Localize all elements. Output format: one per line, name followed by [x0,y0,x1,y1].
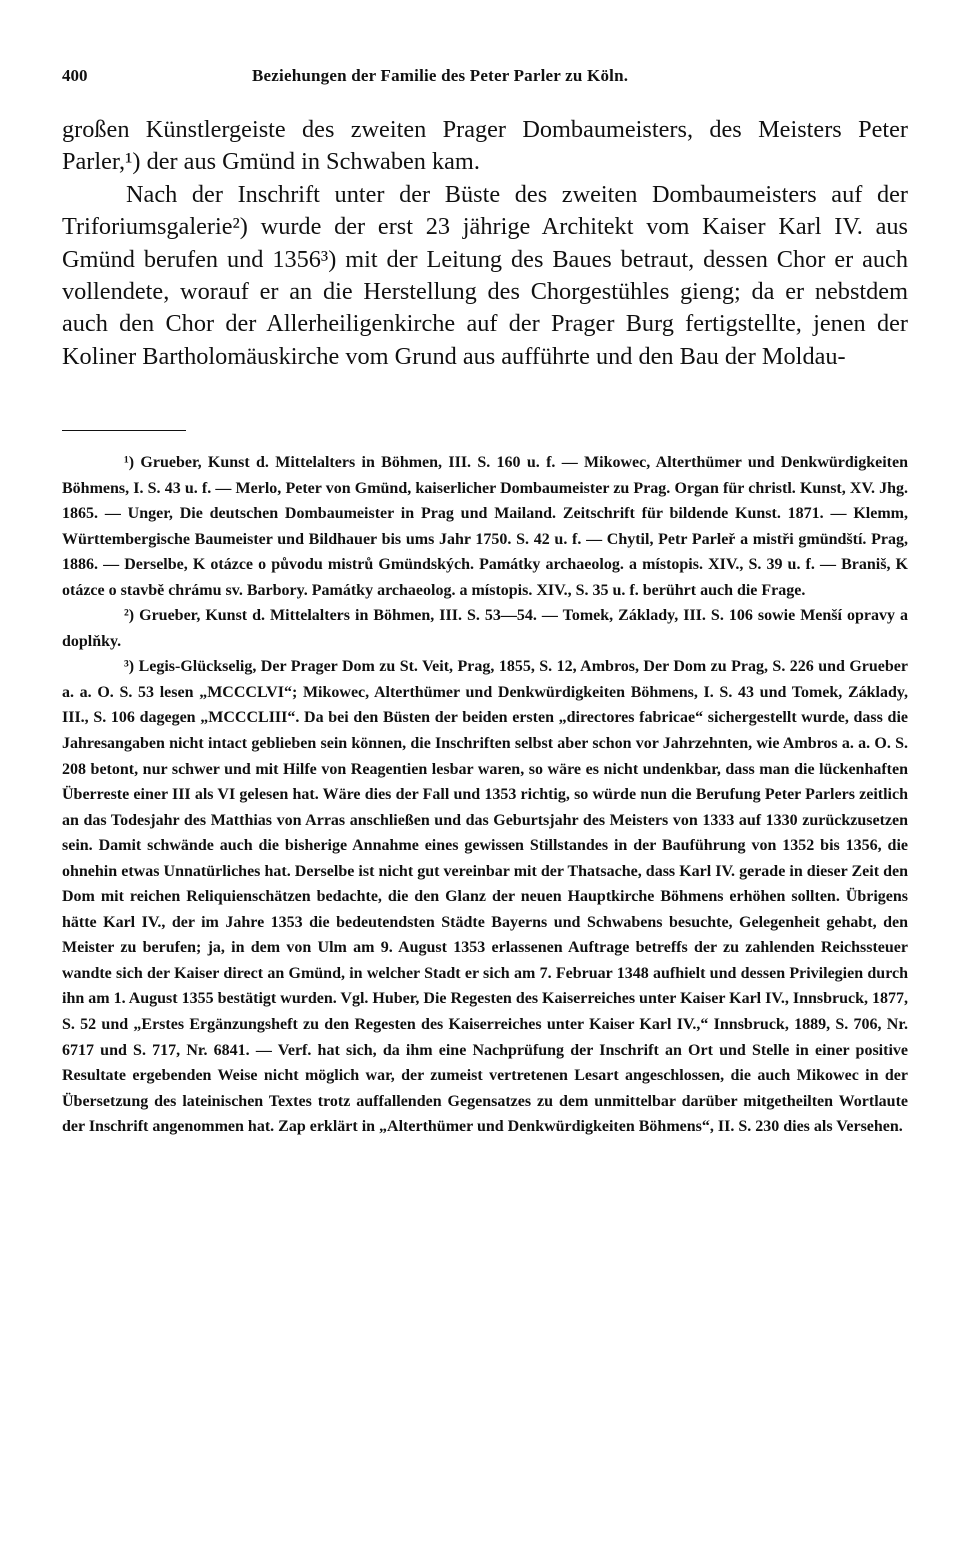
footnotes [62,450,908,1140]
footnote-1: ¹) Grueber, Kunst d. Mittelalters in Böhmen, III. S. 160 u. f. — Mikowec, Alterthümer und Denkwürdigkeiten Böhmens, I. S. 43 u. f. — Merlo, Peter von Gmünd, kaiserlicher Dombaumeister zu Prag. Organ für christl. Kunst, XV. Jhg. 1865. — Unger, Die deutschen Dombaumeister in Prag und Mailand. Zeitschrift für bildende Kunst. 1871. — Klemm, Württembergische Baumeister und Bildhauer bis ums Jahr 1750. S. 42 u. f. — Chytil, Petr Parleř a mistři gmündští. Prag, 1886. — Derselbe, K otázce o původu mistrů Gmündských. Památky archaeolog. a místopis. XIV., S. 39 u. f. — Braniš, K otázce o stavbě chrámu sv. Barbory. Památky archaeolog. a místopis. XIV., S. 35 u. f. berührt auch die Frage. [62,454,908,599]
page-header [62,66,908,88]
body-paragraph: Nach der Inschrift unter der Büste des zweiten Dombaumeisters auf der Triforiumsgalerie²) wurde der erst 23 jährige Architekt vom Kaiser Karl IV. aus Gmünd berufen und 1356³) mit der Leitung des Baues betraut, dessen Chor er auch vollendete, worauf er an die Herstellung des Chorgestühles gieng; da er nebstdem auch den Chor der Allerheiligenkirche auf der Prager Burg fertigstellte, jenen der Koliner Bartholomäuskirche vom Grund aus aufführte und den Bau der Moldau- [62,180,908,370]
footnote-3: ³) Legis-Glückselig, Der Prager Dom zu St. Veit, Prag, 1855, S. 12, Ambros, Der Dom zu Prag, S. 226 und Grueber a. a. O. S. 53 lesen „MCCCLVI“; Mikowec, Alterthümer und Denkwürdigkeiten Böhmens, I. S. 43 und Tomek, Základy, III., S. 106 dagegen „MCCCLIII“. Da bei den Büsten der beiden ersten „directores fabricae“ sichergestellt wurde, dass die Jahresangaben nicht intact geblieben sein können, die Inschriften selbst aber schon vor Jahrzehnten, wie Ambros a. a. O. S. 208 betont, nur schwer und mit Hilfe von Reagentien lesbar waren, so wäre es nicht undenkbar, dass man die lückenhaften Überreste einer III als VI gelesen hat. Wäre dies der Fall und 1353 richtig, so würde nun die Berufung Peter Parlers zeitlich an das Todesjahr des Matthias von Arras anschließen und das Geburtsjahr des Meisters von 1333 auf 1330 zurückzusetzen sein. Damit schwände auch die bisherige Annahme eines gewissen Stillstandes in der Bauführung von 1352 bis 1356, die ohnehin etwas Unnatürliches hat. Derselbe ist nicht gut vereinbar mit der Thatsache, dass Karl IV. gerade in dieser Zeit den Dom mit reichen Reliquienschätzen bedachte, die den Glanz der neuen Hauptkirche Böhmens erhöhen sollten. Übrigens hätte Karl IV., der im Jahre 1353 die bedeutendsten Städte Bayerns und Schwabens besuchte, Gelegenheit gehabt, den Meister zu berufen; ja, in dem von Ulm am 9. August 1353 erlassenen Auftrage betreffs der zu zahlenden Reichssteuer wandte sich der Kaiser direct an Gmünd, in welcher Stadt er sich am 7. Februar 1348 aufhielt und dessen Privilegien durch ihn am 1. August 1355 bestätigt wurden. Vgl. Huber, Die Regesten des Kaiserreiches unter Kaiser Karl IV., Innsbruck, 1877, S. 52 und „Erstes Ergänzungsheft zu den Regesten des Kaiserreiches unter Kaiser Karl IV.,“ Innsbruck, 1889, S. 706, Nr. 6717 und S. 717, Nr. 6841. — Verf. hat sich, da ihm eine Nachprüfung der Inschrift an Ort und Stelle in einer positive Resultate ergebenden Weise nicht möglich war, der zumeist vertretenen Lesart angeschlossen, die auch Mikowec in der Übersetzung des lateinischen Textes trotz auffallenden Gegensatzes zu dem unmittelbar darüber mitgetheilten Wortlaute der Inschrift angenommen hat. Zap erklärt in „Alterthümer und Denkwürdigkeiten Böhmens“, II. S. 230 dies als Versehen. [62,658,908,1136]
page-number: 400 [62,66,88,85]
main-text [62,114,908,373]
footnote-2: ²) Grueber, Kunst d. Mittelalters in Böhmen, III. S. 53—54. — Tomek, Základy, III. S. 106 sowie Menší opravy a doplňky. [62,607,908,650]
body-paragraph: großen Künstlergeiste des zweiten Prager Dombaumeisters, des Meisters Peter Parler,¹) der aus Gmünd in Schwaben kam. [62,116,908,176]
footnote-separator [62,430,186,431]
running-title: Beziehungen der Familie des Peter Parler zu Köln. [252,66,629,85]
